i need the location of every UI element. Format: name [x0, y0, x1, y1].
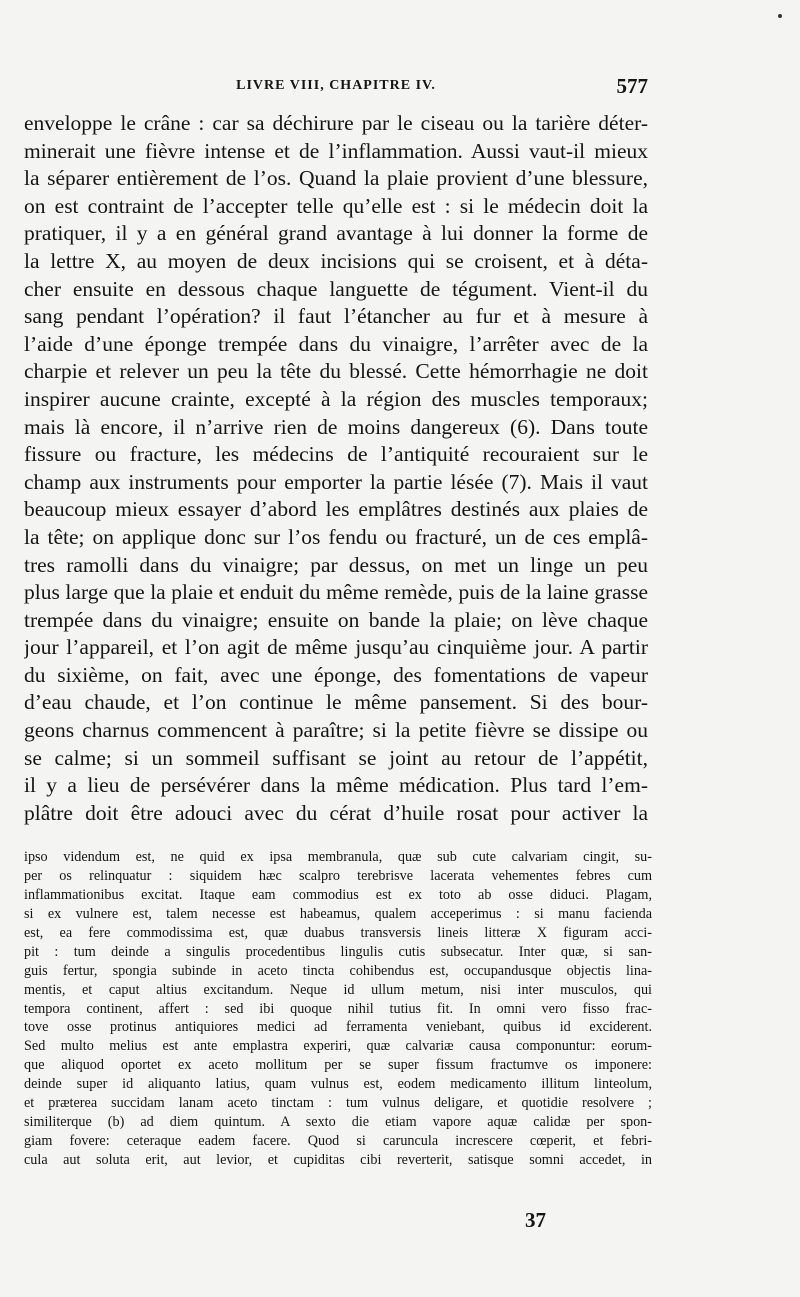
- text-line: inspirer aucune crainte, excepté à la région des muscles temporaux;: [24, 386, 648, 411]
- text-line: tres ramolli dans du vinaigre; par dessus, on met un linge un peu: [24, 552, 648, 577]
- signature-mark: 37: [525, 1208, 546, 1232]
- text-line: champ aux instruments pour emporter la partie lésée (7). Mais il vaut: [24, 469, 648, 494]
- text-line: charpie et relever un peu la tête du blessé. Cette hémorrhagie ne doit: [24, 359, 648, 384]
- page-number: 577: [616, 74, 648, 98]
- text-line: pratiquer, il y a en général grand avantage à lui donner la forme de: [24, 221, 648, 246]
- text-line: du sixième, on fait, avec une éponge, des fomentations de vapeur: [24, 662, 648, 687]
- note-line: que aliquod oportet ex aceto mollitum per se super fissum fractumve os imponere:: [24, 1057, 652, 1074]
- text-line: on est contraint de l’accepter telle qu’elle est : si le médecin doit la: [24, 193, 648, 218]
- note-line: tove osse protinus antiquiores medici ad ferramenta veniebant, quibus id exciderent.: [24, 1019, 652, 1036]
- note-line: giam fovere: ceteraque eadem facere. Quod si caruncula increscere cœperit, et febri-: [24, 1133, 652, 1150]
- text-line: l’aide d’une éponge trempée dans du vinaigre, l’arrêter avec de la: [24, 331, 648, 356]
- text-line: la lettre X, au moyen de deux incisions qui se croisent, et à déta-: [24, 248, 648, 273]
- note-line: mentis, et caput altius excitandum. Neque id ullum metum, nisi inter musculos, qui: [24, 981, 652, 998]
- text-line: plâtre doit être adouci avec du cérat d’huile rosat pour activer la: [24, 800, 648, 825]
- text-line: cher ensuite en dessous chaque languette de tégument. Vient-il du: [24, 276, 648, 301]
- note-line: inflammationibus excitat. Itaque eam commodius est ex toto ab osse diduci. Plagam,: [24, 886, 652, 903]
- text-line: se calme; si un sommeil suffisant se joint au retour de l’appétit,: [24, 745, 648, 770]
- text-line: fissure ou fracture, les médecins de l’antiquité recouraient sur le: [24, 442, 648, 467]
- text-line: minerait une fièvre intense et de l’inflammation. Aussi vaut-il mieux: [24, 138, 648, 163]
- note-line: et præterea succidam lanam aceto tinctam : tum vulnus deligare, et quotidie resolvere ;: [24, 1095, 652, 1112]
- text-line: la tête; on applique donc sur l’os fendu ou fracturé, un de ces emplâ-: [24, 524, 648, 549]
- note-line: tempora continent, affert : sed ibi quoque nihil tutius fit. In omni vero fisso frac-: [24, 1000, 652, 1017]
- note-line: ipso videndum est, ne quid ex ipsa membranula, quæ sub cute calvariam cingit, su-: [24, 849, 652, 865]
- text-line: plus large que la plaie et enduit du même remède, puis de la laine grasse: [24, 580, 648, 605]
- text-line: jour l’appareil, et l’on agit de même jusqu’au cinquième jour. A partir: [24, 635, 648, 660]
- text-line: mais là encore, il n’arrive rien de moins dangereux (6). Dans toute: [24, 414, 648, 439]
- main-text-block: [24, 110, 648, 827]
- text-line: la séparer entièrement de l’os. Quand la plaie provient d’une blessure,: [24, 166, 648, 191]
- text-line: geons charnus commencent à paraître; si la petite fièvre se dissipe ou: [24, 718, 648, 743]
- note-line: si ex vulnere est, talem necesse est habeamus, qualem acceperimus : si manu facienda: [24, 905, 652, 922]
- ink-speck: [778, 14, 782, 18]
- note-line: deinde super id aliquanto latius, quam vulnus est, eodem medicamento illitum linteolum,: [24, 1076, 652, 1093]
- page-header: [24, 74, 648, 104]
- note-line: est, ea fere commodissima est, quæ duabus transversis lineis litteræ X figuram acci-: [24, 924, 652, 941]
- note-line: cula aut soluta erit, aut levior, et cupiditas cibi reverterit, satisque somni accedet, in: [24, 1152, 652, 1168]
- note-line: guis fertur, spongia subinde in aceto tincta cohibendus est, occupandusque objectis lina-: [24, 962, 652, 979]
- note-line: per os relinquatur : siquidem hæc scalpro terebrisve lacerata vehementes febres cum: [24, 867, 652, 884]
- text-line: sang pendant l’opération? il faut l’étancher au fur et à mesure à: [24, 304, 648, 329]
- note-line: pit : tum deinde a singulis procedentibus lingulis cutis subsecatur. Inter quæ, si san-: [24, 943, 652, 960]
- text-line: trempée dans du vinaigre; ensuite on bande la plaie; on lève chaque: [24, 607, 648, 632]
- text-line: enveloppe le crâne : car sa déchirure par le ciseau ou la tarière déter-: [24, 111, 648, 135]
- note-line: similiterque (b) ad diem quintum. A sexto die etiam vapore aquæ calidæ per spon-: [24, 1114, 652, 1131]
- note-line: Sed multo melius est ante emplastra experiri, quæ calvariæ causa componuntur: eorum-: [24, 1038, 652, 1055]
- latin-footnote-block: [24, 848, 652, 1170]
- text-line: d’eau chaude, et l’on continue le même pansement. Si des bour-: [24, 690, 648, 715]
- text-line: beaucoup mieux essayer d’abord les emplâtres destinés aux plaies de: [24, 497, 648, 522]
- text-line: il y a lieu de persévérer dans la même médication. Plus tard l’em-: [24, 773, 648, 798]
- running-head: LIVRE VIII, CHAPITRE IV.: [236, 78, 436, 93]
